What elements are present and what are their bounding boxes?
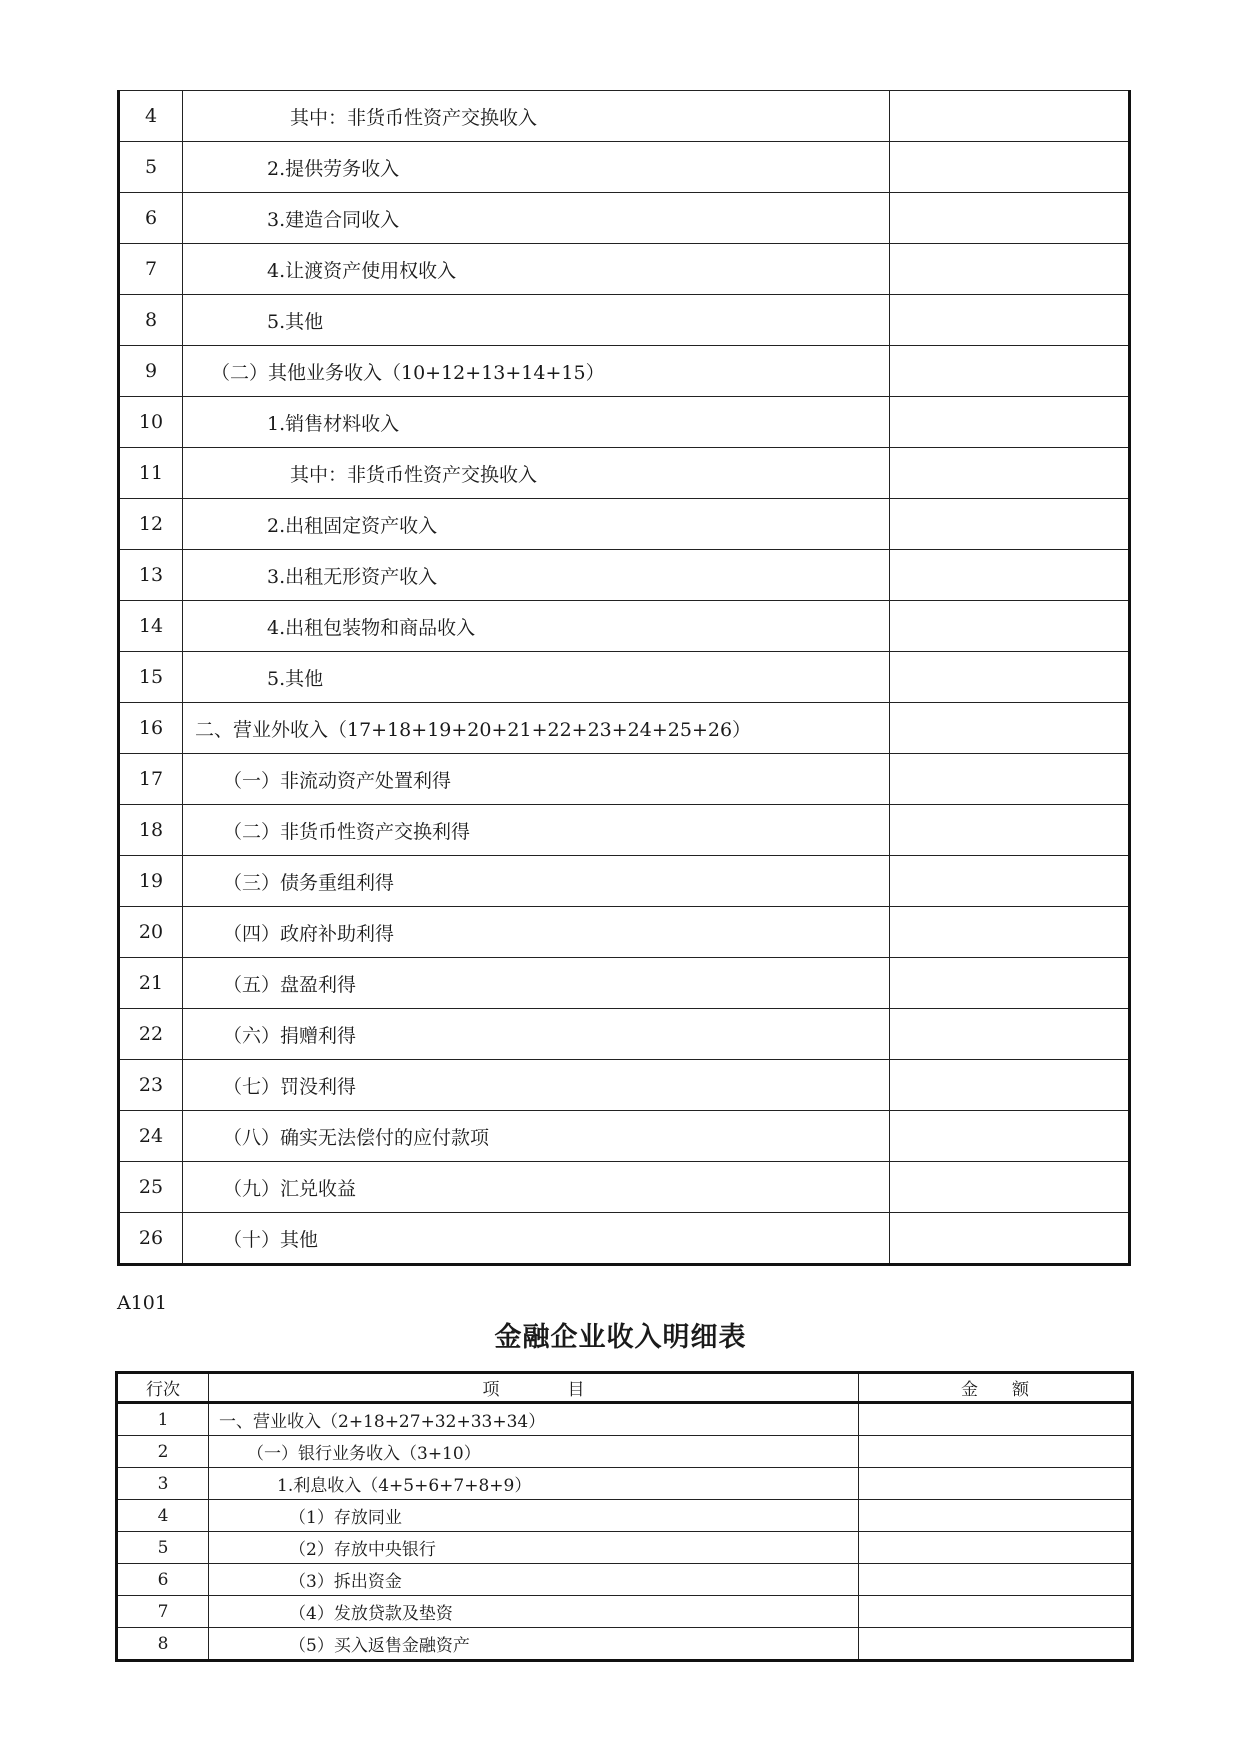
row-item: （三）债务重组利得 <box>183 856 890 907</box>
amount-cell[interactable] <box>890 142 1130 193</box>
amount-cell[interactable] <box>890 193 1130 244</box>
amount-cell[interactable] <box>859 1596 1133 1628</box>
table-row <box>119 754 1130 805</box>
amount-cell[interactable] <box>859 1436 1133 1468</box>
table-row <box>117 1436 1133 1468</box>
table-row <box>119 1213 1130 1265</box>
amount-cell[interactable] <box>890 601 1130 652</box>
table-row <box>119 805 1130 856</box>
row-number: 25 <box>119 1162 183 1213</box>
amount-cell[interactable] <box>859 1532 1133 1564</box>
table-row <box>119 448 1130 499</box>
row-number: 11 <box>119 448 183 499</box>
table-row <box>119 499 1130 550</box>
row-number: 14 <box>119 601 183 652</box>
row-number: 6 <box>117 1564 209 1596</box>
row-item: （5）买入返售金融资产 <box>209 1628 859 1661</box>
table-row <box>119 550 1130 601</box>
amount-cell[interactable] <box>890 550 1130 601</box>
table-row <box>119 652 1130 703</box>
row-number: 26 <box>119 1213 183 1265</box>
amount-cell[interactable] <box>890 703 1130 754</box>
amount-cell[interactable] <box>890 754 1130 805</box>
row-item: 一、营业收入（2+18+27+32+33+34） <box>209 1403 859 1436</box>
row-number: 1 <box>117 1403 209 1436</box>
table-row <box>119 703 1130 754</box>
table-row <box>117 1564 1133 1596</box>
row-item: （二）非货币性资产交换利得 <box>183 805 890 856</box>
table-row <box>119 142 1130 193</box>
table-row <box>119 346 1130 397</box>
amount-cell[interactable] <box>890 805 1130 856</box>
amount-cell[interactable] <box>890 448 1130 499</box>
table-row <box>119 244 1130 295</box>
row-number: 7 <box>117 1596 209 1628</box>
row-item: （一）非流动资产处置利得 <box>183 754 890 805</box>
row-item: （七）罚没利得 <box>183 1060 890 1111</box>
row-item: 5.其他 <box>183 652 890 703</box>
row-number: 13 <box>119 550 183 601</box>
row-item: 2.出租固定资产收入 <box>183 499 890 550</box>
table-row <box>119 397 1130 448</box>
row-item: 4.让渡资产使用权收入 <box>183 244 890 295</box>
row-item: （五）盘盈利得 <box>183 958 890 1009</box>
table-row <box>119 1060 1130 1111</box>
table-row <box>119 601 1130 652</box>
row-item: （十）其他 <box>183 1213 890 1265</box>
table-row <box>119 1162 1130 1213</box>
amount-cell[interactable] <box>890 346 1130 397</box>
amount-cell[interactable] <box>890 397 1130 448</box>
amount-cell[interactable] <box>859 1403 1133 1436</box>
row-number: 8 <box>119 295 183 346</box>
row-number: 16 <box>119 703 183 754</box>
row-number: 6 <box>119 193 183 244</box>
table-row <box>119 1111 1130 1162</box>
row-number: 24 <box>119 1111 183 1162</box>
row-number: 20 <box>119 907 183 958</box>
table-row <box>117 1500 1133 1532</box>
table-header-row <box>117 1373 1133 1403</box>
table-row <box>119 1009 1130 1060</box>
row-number: 3 <box>117 1468 209 1500</box>
row-item: （1）存放同业 <box>209 1500 859 1532</box>
row-item: （二）其他业务收入（10+12+13+14+15） <box>183 346 890 397</box>
table-row <box>117 1628 1133 1661</box>
row-number: 22 <box>119 1009 183 1060</box>
row-number: 7 <box>119 244 183 295</box>
row-number: 5 <box>117 1532 209 1564</box>
row-item: 5.其他 <box>183 295 890 346</box>
income-detail-table-continued <box>117 90 1131 1266</box>
row-item: （九）汇兑收益 <box>183 1162 890 1213</box>
row-item: （一）银行业务收入（3+10） <box>209 1436 859 1468</box>
row-item: 其中：非货币性资产交换收入 <box>183 91 890 142</box>
row-number: 15 <box>119 652 183 703</box>
row-item: （六）捐赠利得 <box>183 1009 890 1060</box>
table-row <box>119 958 1130 1009</box>
table-row <box>119 91 1130 142</box>
row-number: 17 <box>119 754 183 805</box>
amount-cell[interactable] <box>890 1162 1130 1213</box>
row-item: （3）拆出资金 <box>209 1564 859 1596</box>
row-item: 二、营业外收入（17+18+19+20+21+22+23+24+25+26） <box>183 703 890 754</box>
amount-cell[interactable] <box>890 91 1130 142</box>
row-number: 21 <box>119 958 183 1009</box>
amount-cell[interactable] <box>890 295 1130 346</box>
row-item: 4.出租包装物和商品收入 <box>183 601 890 652</box>
row-item: 2.提供劳务收入 <box>183 142 890 193</box>
amount-cell[interactable] <box>890 958 1130 1009</box>
row-item: 其中：非货币性资产交换收入 <box>183 448 890 499</box>
amount-cell[interactable] <box>890 1060 1130 1111</box>
amount-cell[interactable] <box>890 244 1130 295</box>
amount-cell[interactable] <box>890 499 1130 550</box>
header-amount: 金 额 <box>859 1373 1133 1403</box>
table-row <box>119 295 1130 346</box>
row-number: 5 <box>119 142 183 193</box>
table-row <box>119 193 1130 244</box>
amount-cell[interactable] <box>890 856 1130 907</box>
row-number: 4 <box>119 91 183 142</box>
amount-cell[interactable] <box>890 907 1130 958</box>
row-number: 10 <box>119 397 183 448</box>
page-title: 金融企业收入明细表 <box>494 1322 747 1353</box>
table-row <box>117 1468 1133 1500</box>
row-item: 3.出租无形资产收入 <box>183 550 890 601</box>
amount-cell[interactable] <box>859 1468 1133 1500</box>
row-number: 19 <box>119 856 183 907</box>
amount-cell[interactable] <box>859 1564 1133 1596</box>
table-row <box>117 1596 1133 1628</box>
row-item: （4）发放贷款及垫资 <box>209 1596 859 1628</box>
row-item: 3.建造合同收入 <box>183 193 890 244</box>
row-number: 12 <box>119 499 183 550</box>
row-item: （八）确实无法偿付的应付款项 <box>183 1111 890 1162</box>
amount-cell[interactable] <box>890 1009 1130 1060</box>
amount-cell[interactable] <box>859 1500 1133 1532</box>
amount-cell[interactable] <box>859 1628 1133 1661</box>
header-row-number: 行次 <box>117 1373 209 1403</box>
row-item: （四）政府补助利得 <box>183 907 890 958</box>
table-row <box>119 856 1130 907</box>
row-number: 23 <box>119 1060 183 1111</box>
table-row <box>117 1532 1133 1564</box>
header-item: 项 目 <box>209 1373 859 1403</box>
row-item: （2）存放中央银行 <box>209 1532 859 1564</box>
row-number: 18 <box>119 805 183 856</box>
row-number: 4 <box>117 1500 209 1532</box>
table-row <box>117 1403 1133 1436</box>
row-number: 8 <box>117 1628 209 1661</box>
row-number: 2 <box>117 1436 209 1468</box>
row-number: 9 <box>119 346 183 397</box>
table-row <box>119 907 1130 958</box>
row-item: 1.销售材料收入 <box>183 397 890 448</box>
amount-cell[interactable] <box>890 1111 1130 1162</box>
amount-cell[interactable] <box>890 1213 1130 1265</box>
row-item: 1.利息收入（4+5+6+7+8+9） <box>209 1468 859 1500</box>
amount-cell[interactable] <box>890 652 1130 703</box>
form-code: A101 <box>117 1292 167 1314</box>
financial-income-detail-table <box>115 1371 1134 1662</box>
